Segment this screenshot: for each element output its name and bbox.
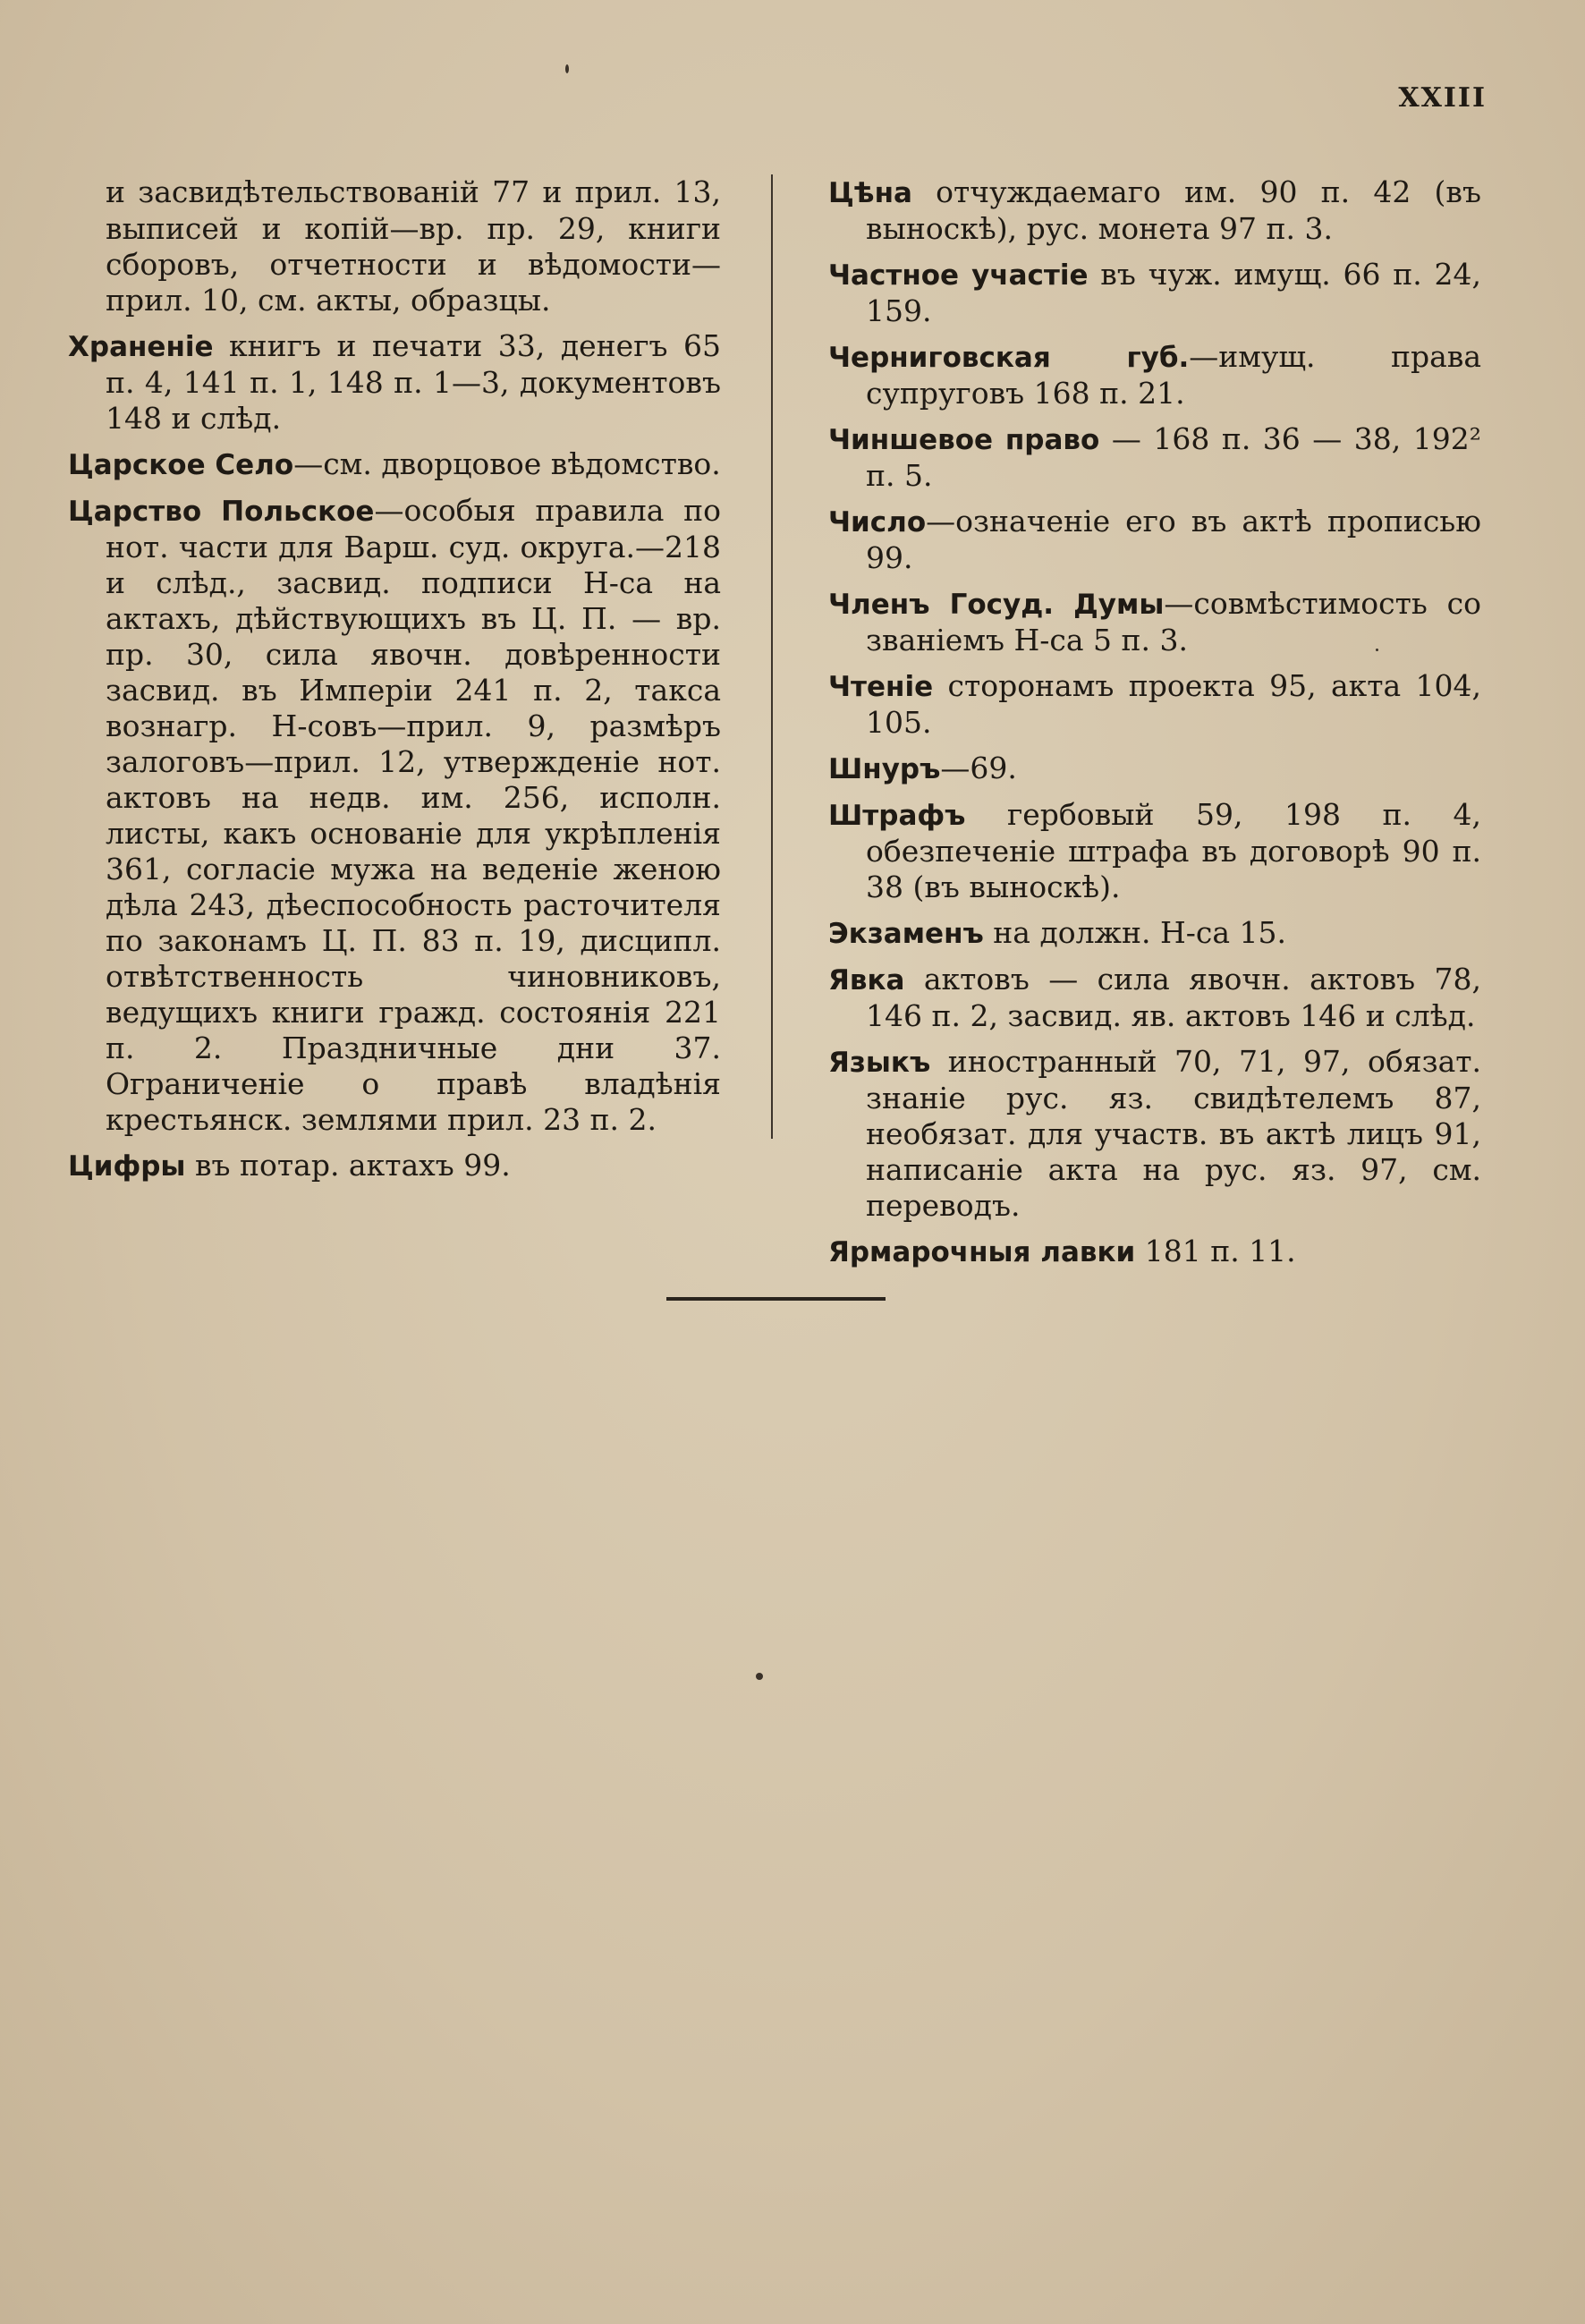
index-entry: [68, 328, 721, 437]
entry-heading: Черниговская губ.: [828, 342, 1190, 374]
entry-text: —совмѣстимость со званіемъ Н-са 5 п. 3.: [866, 586, 1482, 657]
paper-speck: [565, 64, 569, 73]
entry-heading: Царство Польское: [68, 496, 375, 528]
entry-text: —69.: [940, 751, 1017, 785]
entry-text: въ чуж. имущ. 66 п. 24, 159.: [866, 257, 1481, 328]
entry-text: —особыя правила по нот. части для Варш. суд. округа.—218 и слѣд., засвид. подписи Н-са на актахъ, дѣйствующихъ въ Ц. П. — вр. пр. 30, сила явочн. довѣренности засвид. въ Имперіи 241 п. 2, такса вознагр. Н-совъ—прил. 9, размѣръ залоговъ—прил. 12, утвержденіе нот. актовъ на недв. им. 256, исполн. листы, какъ основаніе для укрѣпленія 361, согласіе мужа на веденіе женою дѣла 243, дѣеспособность расточителя по законамъ Ц. П. 83 п. 19, дисципл. отвѣтственность чиновниковъ, ведущихъ книги гражд. состоянія 221 п. 2. Праздничные дни 37. Ограниченіе о правѣ владѣнія крестьянск. землями прил. 23 п. 2.: [106, 493, 721, 1137]
index-entry: [828, 504, 1481, 576]
index-entry: [828, 915, 1481, 952]
entry-text: на должн. Н-са 15.: [983, 915, 1286, 950]
entry-text: въ потар. актахъ 99.: [185, 1148, 511, 1183]
index-entry: [828, 751, 1481, 787]
entry-text: гербовый 59, 198 п. 4, обезпеченіе штрафа въ договорѣ 90 п. 38 (въ выноскѣ).: [866, 797, 1481, 904]
entry-heading: Шнуръ: [828, 753, 941, 785]
entry-heading: Штрафъ: [828, 800, 966, 832]
index-entry: [828, 174, 1481, 247]
entry-heading: Явка: [828, 964, 905, 997]
index-entry: [828, 668, 1481, 741]
entry-heading: Экзаменъ: [828, 918, 984, 950]
index-entry: [828, 421, 1481, 494]
index-entry: [828, 962, 1481, 1034]
entry-text: —см. дворцовое вѣдомство.: [293, 446, 721, 481]
index-entry: [828, 797, 1481, 905]
entry-heading: Языкъ: [828, 1047, 931, 1079]
entry-text: и засвидѣтельствованій 77 и прил. 13, выписей и копій—вр. пр. 29, книги сборовъ, отчетности и вѣдомости—прил. 10, см. акты, образцы.: [106, 174, 721, 318]
index-entry: [68, 446, 721, 483]
entry-heading: Чтеніе: [828, 671, 934, 703]
entry-heading: Членъ Госуд. Думы: [828, 589, 1165, 621]
entry-text: иностранный 70, 71, 97, обязат. знаніе рус. яз. свидѣтелемъ 87, необязат. для участв. въ актѣ лицъ 91, написаніе акта на рус. яз. 97, см. переводъ.: [866, 1044, 1481, 1223]
entry-heading: Чиншевое право: [828, 424, 1100, 456]
index-entry: [68, 493, 721, 1138]
index-column-left: [68, 174, 721, 1194]
entry-text: —означеніе его въ актѣ прописью 99.: [866, 504, 1481, 575]
index-entry: [828, 1234, 1481, 1270]
entry-text: сторонамъ проекта 95, акта 104, 105.: [866, 668, 1481, 740]
index-entry: [828, 1044, 1481, 1224]
index-entry: [828, 586, 1481, 658]
entry-heading: Число: [828, 506, 927, 539]
page-number: XXIII: [1398, 82, 1487, 114]
column-divider: [771, 174, 773, 1139]
entry-text: — 168 п. 36 — 38, 192² п. 5.: [866, 421, 1481, 493]
entry-heading: Ярмарочныя лавки: [828, 1236, 1136, 1268]
entry-text: отчуждаемаго им. 90 п. 42 (въ выноскѣ), рус. монета 97 п. 3.: [866, 174, 1481, 246]
entry-heading: Цифры: [68, 1150, 186, 1183]
entry-heading: Храненіе: [68, 331, 214, 363]
end-rule: [666, 1297, 886, 1301]
index-entry: [68, 174, 721, 318]
entry-text: —имущ. права супруговъ 168 п. 21.: [866, 339, 1481, 411]
paper-speck: [756, 1673, 763, 1680]
index-entry: [828, 257, 1481, 329]
index-column-right: [828, 174, 1481, 1280]
entry-heading: Цѣна: [828, 177, 912, 209]
entry-heading: Частное участіе: [828, 259, 1089, 292]
entry-heading: Царское Село: [68, 449, 294, 481]
paper-speck: [1376, 649, 1378, 651]
entry-text: 181 п. 11.: [1135, 1234, 1296, 1268]
entry-text: книгъ и печати 33, денегъ 65 п. 4, 141 п. 1, 148 п. 1—3, документовъ 148 и слѣд.: [106, 328, 721, 436]
entry-text: актовъ — сила явочн. актовъ 78, 146 п. 2, засвид. яв. актовъ 146 и слѣд.: [866, 962, 1481, 1033]
index-entry: [68, 1148, 721, 1184]
index-entry: [828, 339, 1481, 411]
